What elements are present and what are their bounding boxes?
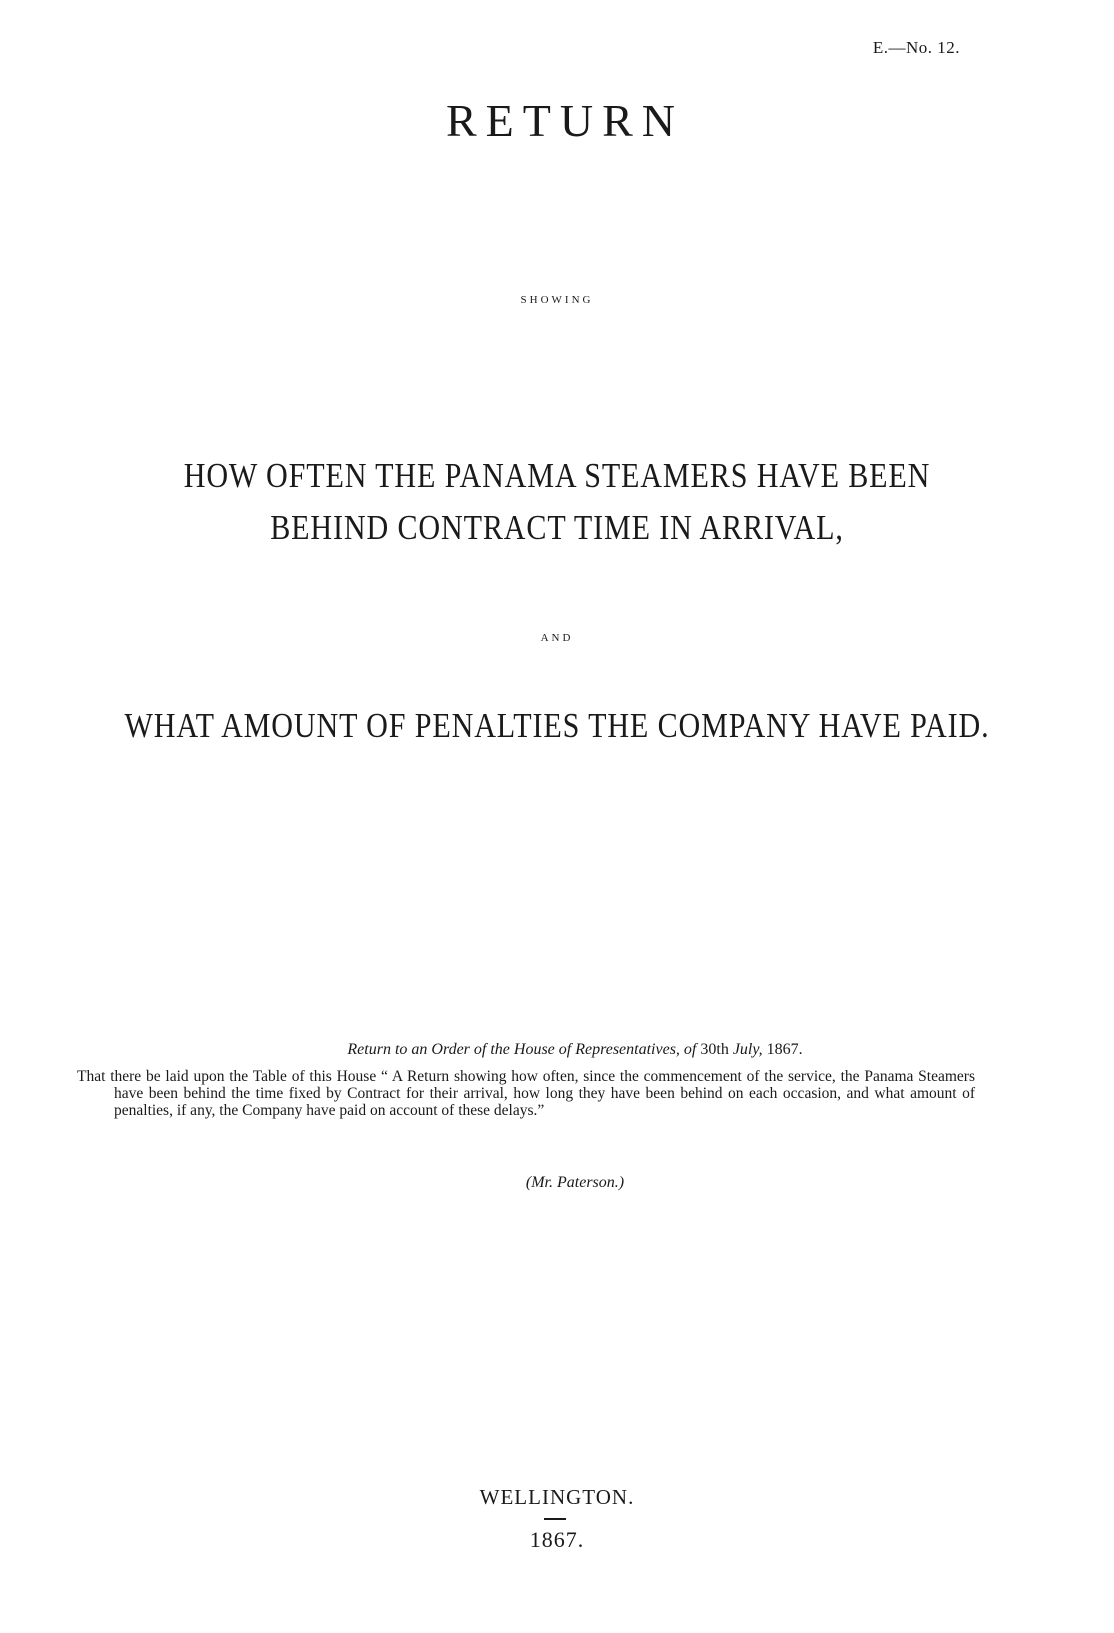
order-text: That there be laid upon the Table of this House “ A Return showing how often, since the commencement of the service, the Panama Steamers have been behind the time fixed by Contract for their arrival, how long they have been behind on each occasion, and what amount of penalties, if any, the Company have paid on account of these delays.”	[77, 1068, 975, 1119]
order-intro: Return to an Order of the House of Representatives, of	[347, 1041, 701, 1058]
document-reference: E.—No. 12.	[872, 38, 960, 57]
showing-label: SHOWING	[520, 294, 594, 306]
order-date-year: 1867.	[766, 1041, 803, 1058]
order-reference	[0, 1041, 1114, 1059]
mover-name: (Mr. Paterson.)	[525, 1174, 625, 1191]
heading-line-1: HOW OFTEN THE PANAMA STEAMERS HAVE BEEN	[183, 456, 931, 495]
order-date-month: July,	[728, 1041, 767, 1058]
imprint-divider	[544, 1518, 566, 1520]
document-title: RETURN	[446, 95, 684, 146]
and-label: AND	[540, 632, 574, 644]
order-date-day: 30th	[700, 1041, 729, 1058]
imprint-place: WELLINGTON.	[479, 1485, 635, 1509]
heading-line-3: WHAT AMOUNT OF PENALTIES THE COMPANY HAVE PAID.	[124, 706, 990, 745]
imprint-year: 1867.	[529, 1527, 585, 1552]
heading-line-2: BEHIND CONTRACT TIME IN ARRIVAL,	[270, 508, 844, 547]
